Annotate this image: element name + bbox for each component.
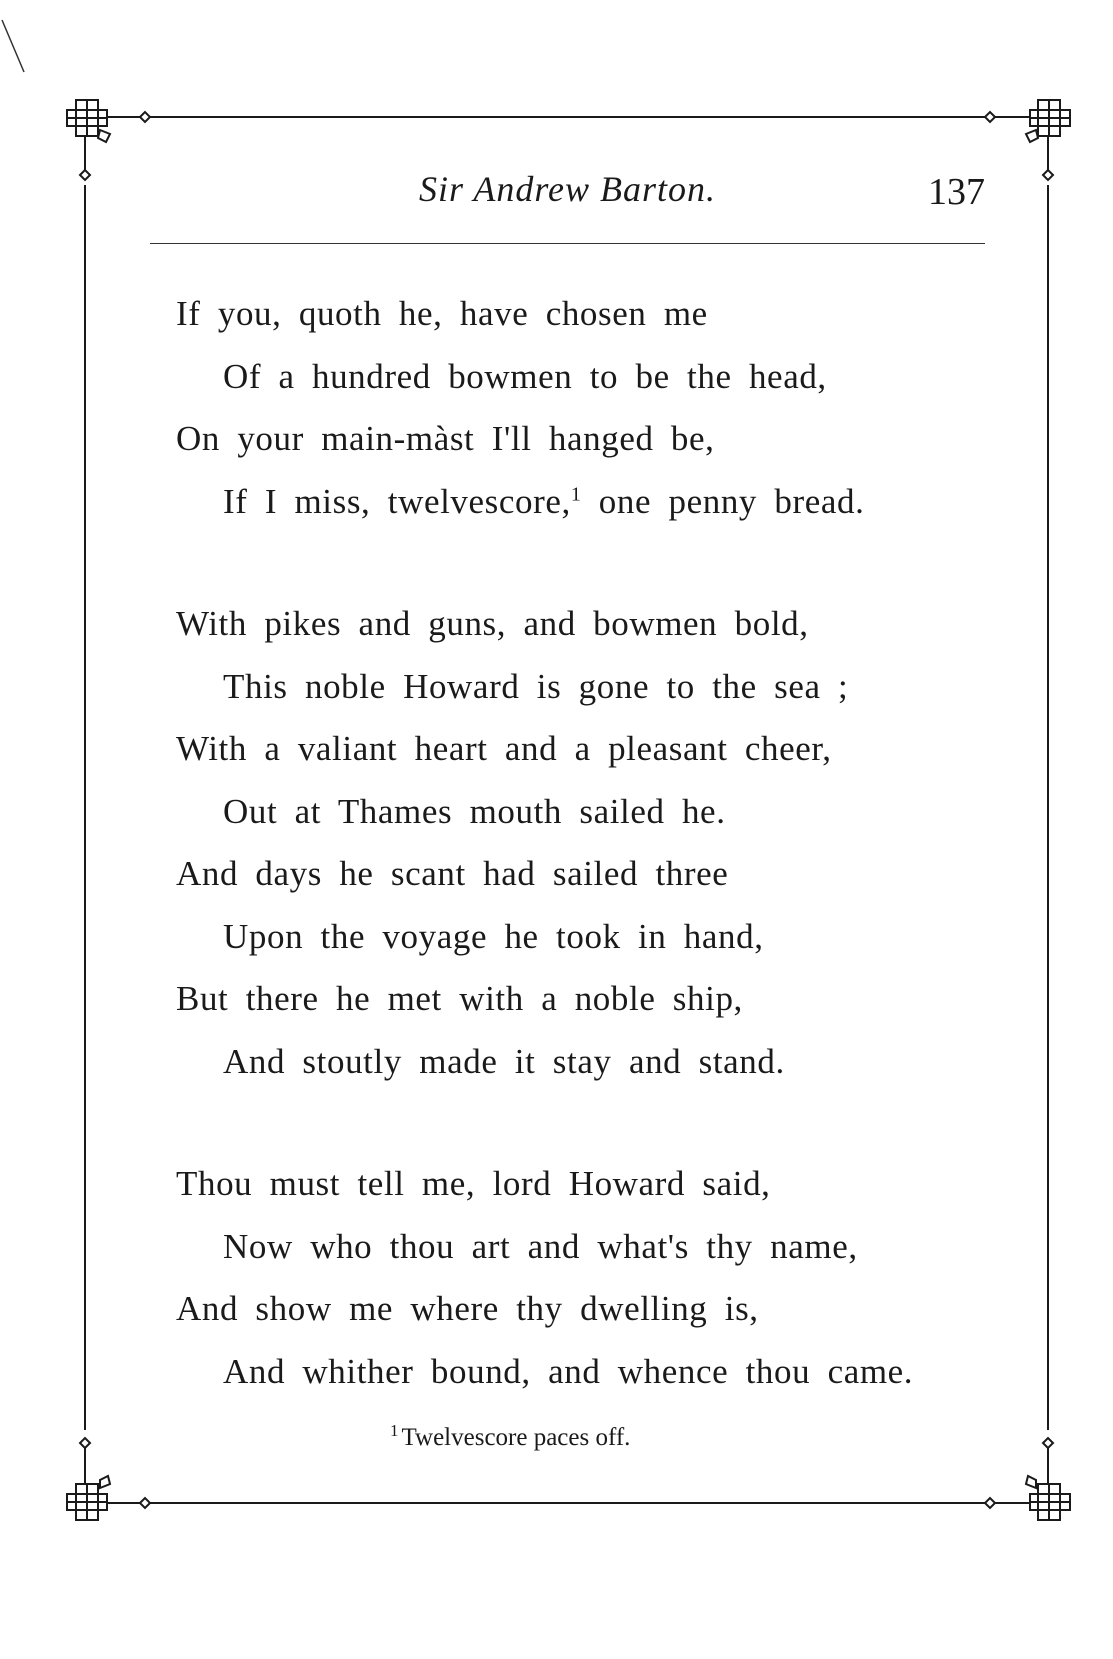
verse-line: Thou must tell me, lord Howard said, — [176, 1164, 771, 1203]
page-number: 137 — [928, 171, 985, 213]
verse-line-text: If I miss, twelvescore, — [223, 481, 571, 521]
stanza-1 — [176, 283, 1006, 533]
corner-ornament-top-right — [985, 100, 1070, 180]
header-rule — [150, 243, 985, 244]
verse-line — [176, 471, 1006, 534]
verse-line: And whither bound, and whence thou came. — [223, 1351, 914, 1391]
verse-line: And days he scant had sailed three — [176, 854, 729, 893]
verse-line: And show me where thy dwelling is, — [176, 1289, 759, 1328]
verse-line: But there he met with a noble ship, — [176, 979, 743, 1018]
verse-line: With a valiant heart and a pleasant cheer, — [176, 729, 832, 768]
running-title: Sir Andrew Barton. — [418, 169, 717, 209]
verse-line: And stoutly made it stay and stand. — [223, 1041, 785, 1081]
footnote-text: Twelvescore paces off. — [401, 1424, 631, 1451]
corner-ornament-bottom-left — [67, 1438, 150, 1520]
running-head — [150, 168, 985, 218]
footnote-mark: 1 — [390, 1420, 399, 1440]
verse-line-text-continued: one penny bread. — [581, 481, 865, 521]
verse-line: If you, quoth he, have chosen me — [176, 294, 708, 333]
footnote — [390, 1420, 631, 1452]
verse-line: Now who thou art and what's thy name, — [223, 1226, 858, 1266]
footnote-reference: 1 — [570, 482, 582, 505]
stanza-3 — [176, 1153, 1006, 1403]
verse-line: Upon the voyage he took in hand, — [223, 916, 764, 956]
stanza-2 — [176, 593, 1006, 1093]
verse-line: Of a hundred bowmen to be the head, — [223, 356, 827, 396]
verse-line: Out at Thames mouth sailed he. — [223, 791, 726, 831]
poem-body — [176, 283, 1006, 1463]
verse-line: On your main-màst I'll hanged be, — [176, 419, 715, 458]
scan-mark — [2, 20, 24, 72]
corner-ornament-top-left — [67, 100, 150, 180]
verse-line: With pikes and guns, and bowmen bold, — [176, 604, 809, 643]
verse-line: This noble Howard is gone to the sea ; — [223, 666, 849, 706]
